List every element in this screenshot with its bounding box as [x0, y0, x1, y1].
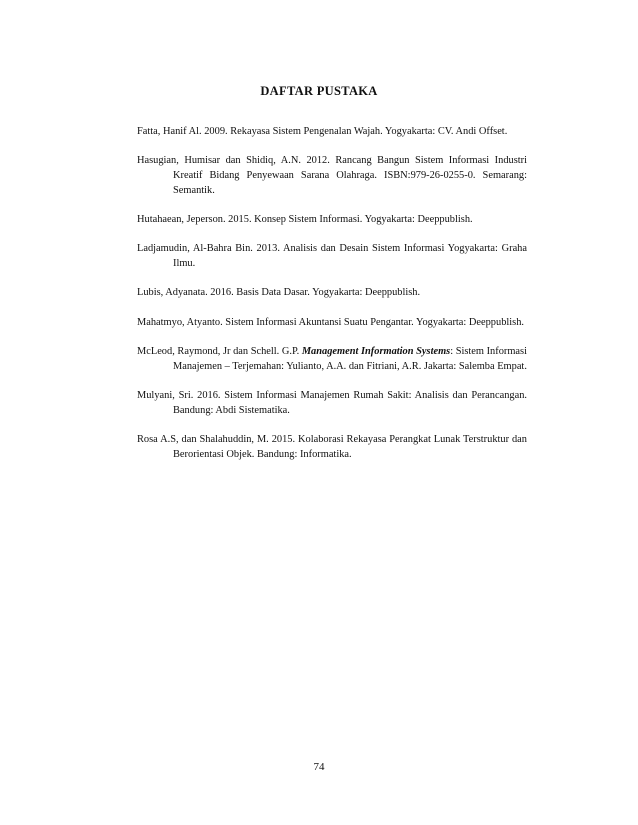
reference-item: Hutahaean, Jeperson. 2015. Konsep Sistem Informasi. Yogyakarta: Deeppublish. — [137, 213, 473, 225]
reference-title-emphasis: Management Information Systems — [301, 346, 451, 358]
reference-text: McLeod, Raymond, Jr dan Schell. G.P. — [137, 346, 302, 358]
reference-item: Mulyani, Sri. 2016. Sistem Informasi Manajemen Rumah Sakit: Analisis dan Perancangan. Bandung: Abdi Sistematika. — [137, 390, 527, 416]
reference-list — [137, 125, 527, 477]
page-title: DAFTAR PUSTAKA — [260, 84, 378, 98]
reference-item: Fatta, Hanif Al. 2009. Rekayasa Sistem Pengenalan Wajah. Yogyakarta: CV. Andi Offset. — [137, 126, 508, 137]
page-number: 74 — [313, 761, 325, 773]
reference-item: Ladjamudin, Al-Bahra Bin. 2013. Analisis dan Desain Sistem Informasi Yogyakarta: Graha Ilmu. — [137, 243, 527, 269]
reference-item — [137, 345, 527, 374]
reference-item: Hasugian, Humisar dan Shidiq, A.N. 2012. Rancang Bangun Sistem Informasi Industri Kreatif Bidang Penyewaan Sarana Olahraga. ISBN:979-26-0255-0. Semarang: Semantik. — [137, 155, 527, 196]
reference-item: Mahatmyo, Atyanto. Sistem Informasi Akuntansi Suatu Pengantar. Yogyakarta: Deeppublish. — [137, 316, 525, 328]
reference-item: Lubis, Adyanata. 2016. Basis Data Dasar. Yogyakarta: Deeppublish. — [137, 287, 421, 299]
reference-text: : Sistem Informasi Manajemen – Terjemahan: Yulianto, A.A. dan Fitriani, A.R. Jakarta: Salemba Empat. — [173, 346, 527, 372]
reference-item: Rosa A.S, dan Shalahuddin, M. 2015. Kolaborasi Rekayasa Perangkat Lunak Terstruktur dan Berorientasi Objek. Bandung: Informatika. — [137, 434, 527, 460]
